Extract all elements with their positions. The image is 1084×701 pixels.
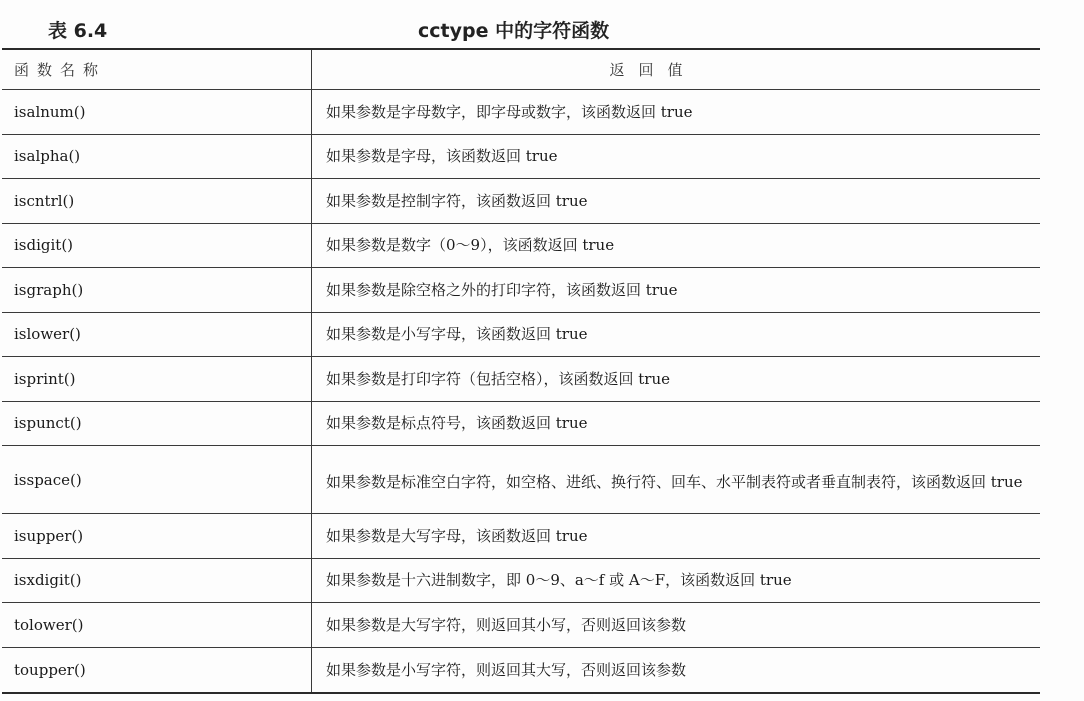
function-table — [2, 48, 1040, 694]
function-name-cell: isxdigit() — [2, 559, 312, 603]
return-value-cell: 如果参数是除空格之外的打印字符，该函数返回 true — [326, 280, 678, 299]
function-name-cell: ispunct() — [2, 402, 312, 446]
table-row — [2, 90, 1040, 135]
table-row — [2, 559, 1040, 604]
table-row — [2, 514, 1040, 559]
return-value-cell: 如果参数是小写字符，则返回其大写，否则返回该参数 — [326, 660, 687, 679]
function-name-cell: isalpha() — [2, 135, 312, 179]
return-value-cell: 如果参数是字母数字，即字母或数字，该函数返回 true — [326, 102, 693, 121]
table-row — [2, 313, 1040, 358]
function-name-cell: isprint() — [2, 357, 312, 401]
table-number: 表 6.4 — [48, 20, 108, 42]
function-name-cell: islower() — [2, 313, 312, 357]
function-name-cell: isgraph() — [2, 268, 312, 312]
return-value-cell: 如果参数是小写字母，该函数返回 true — [326, 325, 588, 344]
table-row — [2, 179, 1040, 224]
function-name-cell: isspace() — [2, 446, 312, 513]
table-row — [2, 268, 1040, 313]
table-row — [2, 603, 1040, 648]
function-name-cell: tolower() — [2, 603, 312, 647]
return-value-cell: 如果参数是大写字母，该函数返回 true — [326, 526, 588, 545]
return-value-cell: 如果参数是打印字符（包括空格），该函数返回 true — [326, 369, 671, 388]
header-return-value: 返回值 — [609, 60, 697, 79]
table-row — [2, 648, 1040, 693]
table-row — [2, 224, 1040, 269]
return-value-cell: 如果参数是标准空白字符，如空格、进纸、换行符、回车、水平制表符或者垂直制表符，该函数返回 true — [326, 472, 1023, 491]
function-name-cell: isupper() — [2, 514, 312, 558]
return-value-cell: 如果参数是标点符号，该函数返回 true — [326, 414, 588, 433]
return-value-cell: 如果参数是十六进制数字，即 0～9、a～f 或 A～F，该函数返回 true — [326, 571, 792, 590]
return-value-cell: 如果参数是控制字符，该函数返回 true — [326, 191, 588, 210]
table-row — [2, 446, 1040, 514]
table-row — [2, 135, 1040, 180]
table-header-row — [2, 50, 1040, 90]
function-name-cell: toupper() — [2, 648, 312, 693]
table-row — [2, 357, 1040, 402]
function-name-cell: iscntrl() — [2, 179, 312, 223]
return-value-cell: 如果参数是数字（0～9），该函数返回 true — [326, 236, 615, 255]
return-value-cell: 如果参数是大写字符，则返回其小写，否则返回该参数 — [326, 615, 687, 634]
header-function-name: 函数名称 — [2, 50, 312, 89]
function-name-cell: isalnum() — [2, 90, 312, 134]
return-value-cell: 如果参数是字母，该函数返回 true — [326, 147, 558, 166]
table-row — [2, 402, 1040, 447]
function-name-cell: isdigit() — [2, 224, 312, 268]
table-title: cctype 中的字符函数 — [418, 20, 610, 42]
